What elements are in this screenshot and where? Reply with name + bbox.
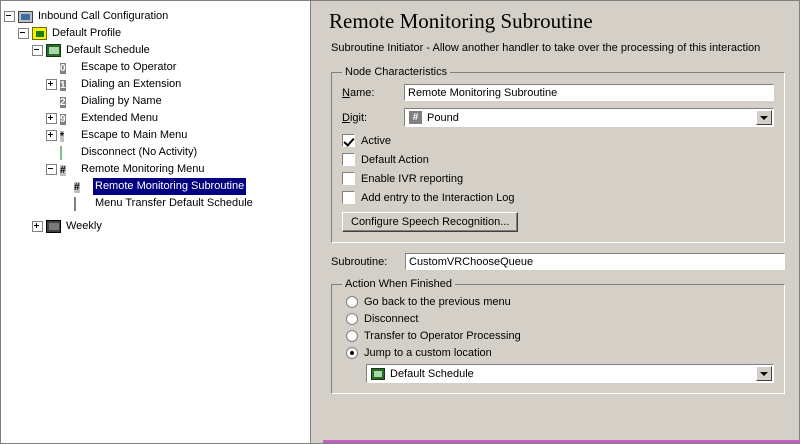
weekly-icon	[46, 220, 61, 233]
expander-plus-icon[interactable]	[32, 221, 43, 232]
subroutine-label: Subroutine:	[331, 255, 388, 268]
tree-node-label: Escape to Operator	[81, 60, 177, 73]
digit-key-icon	[74, 179, 90, 193]
tree-node-label: Dialing by Name	[81, 94, 162, 107]
digit-key-icon	[60, 77, 76, 91]
digit-key-badge: 0	[60, 63, 66, 74]
accent-bar	[323, 440, 800, 443]
tree-node-inbound-call-configuration[interactable]	[4, 5, 310, 22]
tree-node-disconnect-no-activity[interactable]	[4, 141, 310, 158]
digit-key-badge: #	[60, 165, 66, 176]
tree-node-dialing-by-name[interactable]	[4, 90, 310, 107]
tree-node-dialing-an-extension[interactable]	[4, 73, 310, 90]
tree-node-label: Disconnect (No Activity)	[81, 145, 198, 158]
option-disconnect-row[interactable]	[346, 313, 774, 325]
tree-node-label: Remote Monitoring Subroutine	[93, 178, 246, 195]
configuration-tree[interactable]	[1, 1, 311, 443]
tree-node-label: Default Schedule	[66, 43, 150, 56]
configure-speech-recognition-button[interactable]: Configure Speech Recognition...	[342, 212, 518, 232]
tree-node-label: Dialing an Extension	[81, 77, 182, 90]
interaction-log-checkbox-row[interactable]	[342, 191, 774, 204]
expander-minus-icon[interactable]	[32, 45, 43, 56]
option-go-back-row[interactable]	[346, 296, 774, 308]
digit-key-icon	[60, 128, 76, 142]
action-when-finished-group	[331, 278, 785, 394]
digit-key-icon	[60, 162, 76, 176]
option-disconnect-label: Disconnect	[364, 313, 419, 325]
chevron-down-icon[interactable]	[756, 110, 772, 125]
tree-node-menu-transfer-default-schedule[interactable]	[4, 192, 310, 209]
tree-node-default-schedule[interactable]	[4, 39, 310, 56]
chevron-down-icon[interactable]	[756, 366, 772, 381]
tree-node-label: Menu Transfer Default Schedule	[95, 196, 253, 209]
digit-label: Digit:	[342, 111, 368, 124]
expander-plus-icon[interactable]	[46, 130, 57, 141]
name-row	[342, 84, 774, 101]
option-go-back-radio[interactable]	[346, 296, 358, 308]
digit-dropdown-value: Pound	[427, 111, 459, 124]
digit-key-badge: 9	[60, 114, 66, 125]
schedule-icon	[371, 368, 385, 380]
name-field[interactable]: Remote Monitoring Subroutine	[404, 84, 774, 101]
interaction-log-checkbox-label: Add entry to the Interaction Log	[361, 191, 515, 204]
custom-location-value: Default Schedule	[390, 367, 474, 380]
digit-key-badge: 2	[60, 97, 66, 108]
default-action-checkbox-label: Default Action	[361, 153, 429, 166]
default-action-checkbox-row[interactable]	[342, 153, 774, 166]
tree-node-escape-to-main-menu[interactable]	[4, 124, 310, 141]
enable-ivr-reporting-checkbox-label: Enable IVR reporting	[361, 172, 464, 185]
computer-icon	[18, 11, 33, 23]
schedule-icon	[46, 44, 61, 57]
digit-key-icon	[60, 111, 76, 125]
page-subtitle: Subroutine Initiator - Allow another handler to take over the processing of this interaction	[331, 42, 761, 54]
option-jump-custom-row[interactable]	[346, 347, 774, 359]
action-when-finished-legend: Action When Finished	[345, 278, 452, 290]
digit-dropdown[interactable]	[404, 108, 774, 127]
expander-minus-icon[interactable]	[4, 11, 15, 22]
tree-node-label: Extended Menu	[81, 111, 159, 124]
tree-node-weekly[interactable]	[4, 215, 310, 232]
enable-ivr-reporting-checkbox[interactable]	[342, 172, 355, 185]
active-checkbox-label: Active	[361, 134, 391, 147]
digit-key-icon	[60, 94, 76, 108]
digit-key-badge: *	[60, 131, 64, 142]
tree-node-label: Remote Monitoring Menu	[81, 162, 205, 175]
pound-key-icon: #	[409, 111, 422, 124]
option-transfer-operator-row[interactable]	[346, 330, 774, 342]
configure-speech-row	[342, 212, 774, 232]
node-characteristics-legend: Node Characteristics	[345, 66, 448, 78]
expander-plus-icon[interactable]	[46, 113, 57, 124]
subroutine-field[interactable]: CustomVRChooseQueue	[405, 253, 785, 270]
node-characteristics-group	[331, 66, 785, 243]
digit-dropdown-value-wrap	[405, 111, 459, 124]
tree-node-escape-to-operator[interactable]	[4, 56, 310, 73]
interaction-log-checkbox[interactable]	[342, 191, 355, 204]
default-action-checkbox[interactable]	[342, 153, 355, 166]
digit-key-badge: 1	[60, 80, 66, 91]
option-transfer-operator-label: Transfer to Operator Processing	[364, 330, 521, 342]
active-checkbox-row[interactable]	[342, 134, 774, 147]
expander-minus-icon[interactable]	[46, 164, 57, 175]
option-disconnect-radio[interactable]	[346, 313, 358, 325]
option-jump-custom-label: Jump to a custom location	[364, 347, 492, 359]
tree-node-label: Default Profile	[52, 26, 122, 39]
digit-key-icon	[60, 60, 76, 74]
document-icon	[74, 196, 90, 210]
tree-node-remote-monitoring-menu[interactable]	[4, 158, 310, 175]
subroutine-row	[331, 253, 785, 270]
digit-row	[342, 108, 774, 127]
tree-node-label: Inbound Call Configuration	[38, 9, 169, 22]
name-label: Name:	[342, 86, 375, 99]
digit-key-badge: #	[74, 182, 80, 193]
tree-node-label: Weekly	[66, 219, 102, 232]
custom-location-value-wrap	[367, 368, 474, 380]
active-checkbox[interactable]	[342, 134, 355, 147]
detail-pane	[311, 1, 799, 443]
tree-node-label: Escape to Main Menu	[81, 128, 188, 141]
tree-node-remote-monitoring-subroutine[interactable]	[4, 175, 310, 192]
page-title: Remote Monitoring Subroutine	[329, 9, 593, 33]
tree-node-default-profile[interactable]	[4, 22, 310, 39]
profile-icon	[32, 27, 47, 40]
option-transfer-operator-radio[interactable]	[346, 330, 358, 342]
custom-location-dropdown[interactable]	[366, 364, 774, 383]
option-go-back-label: Go back to the previous menu	[364, 296, 511, 308]
enable-ivr-reporting-checkbox-row[interactable]	[342, 172, 774, 185]
expander-minus-icon[interactable]	[18, 28, 29, 39]
tree-node-extended-menu[interactable]	[4, 107, 310, 124]
option-jump-custom-radio[interactable]	[346, 347, 358, 359]
blank-key-icon	[60, 145, 76, 159]
expander-plus-icon[interactable]	[46, 79, 57, 90]
